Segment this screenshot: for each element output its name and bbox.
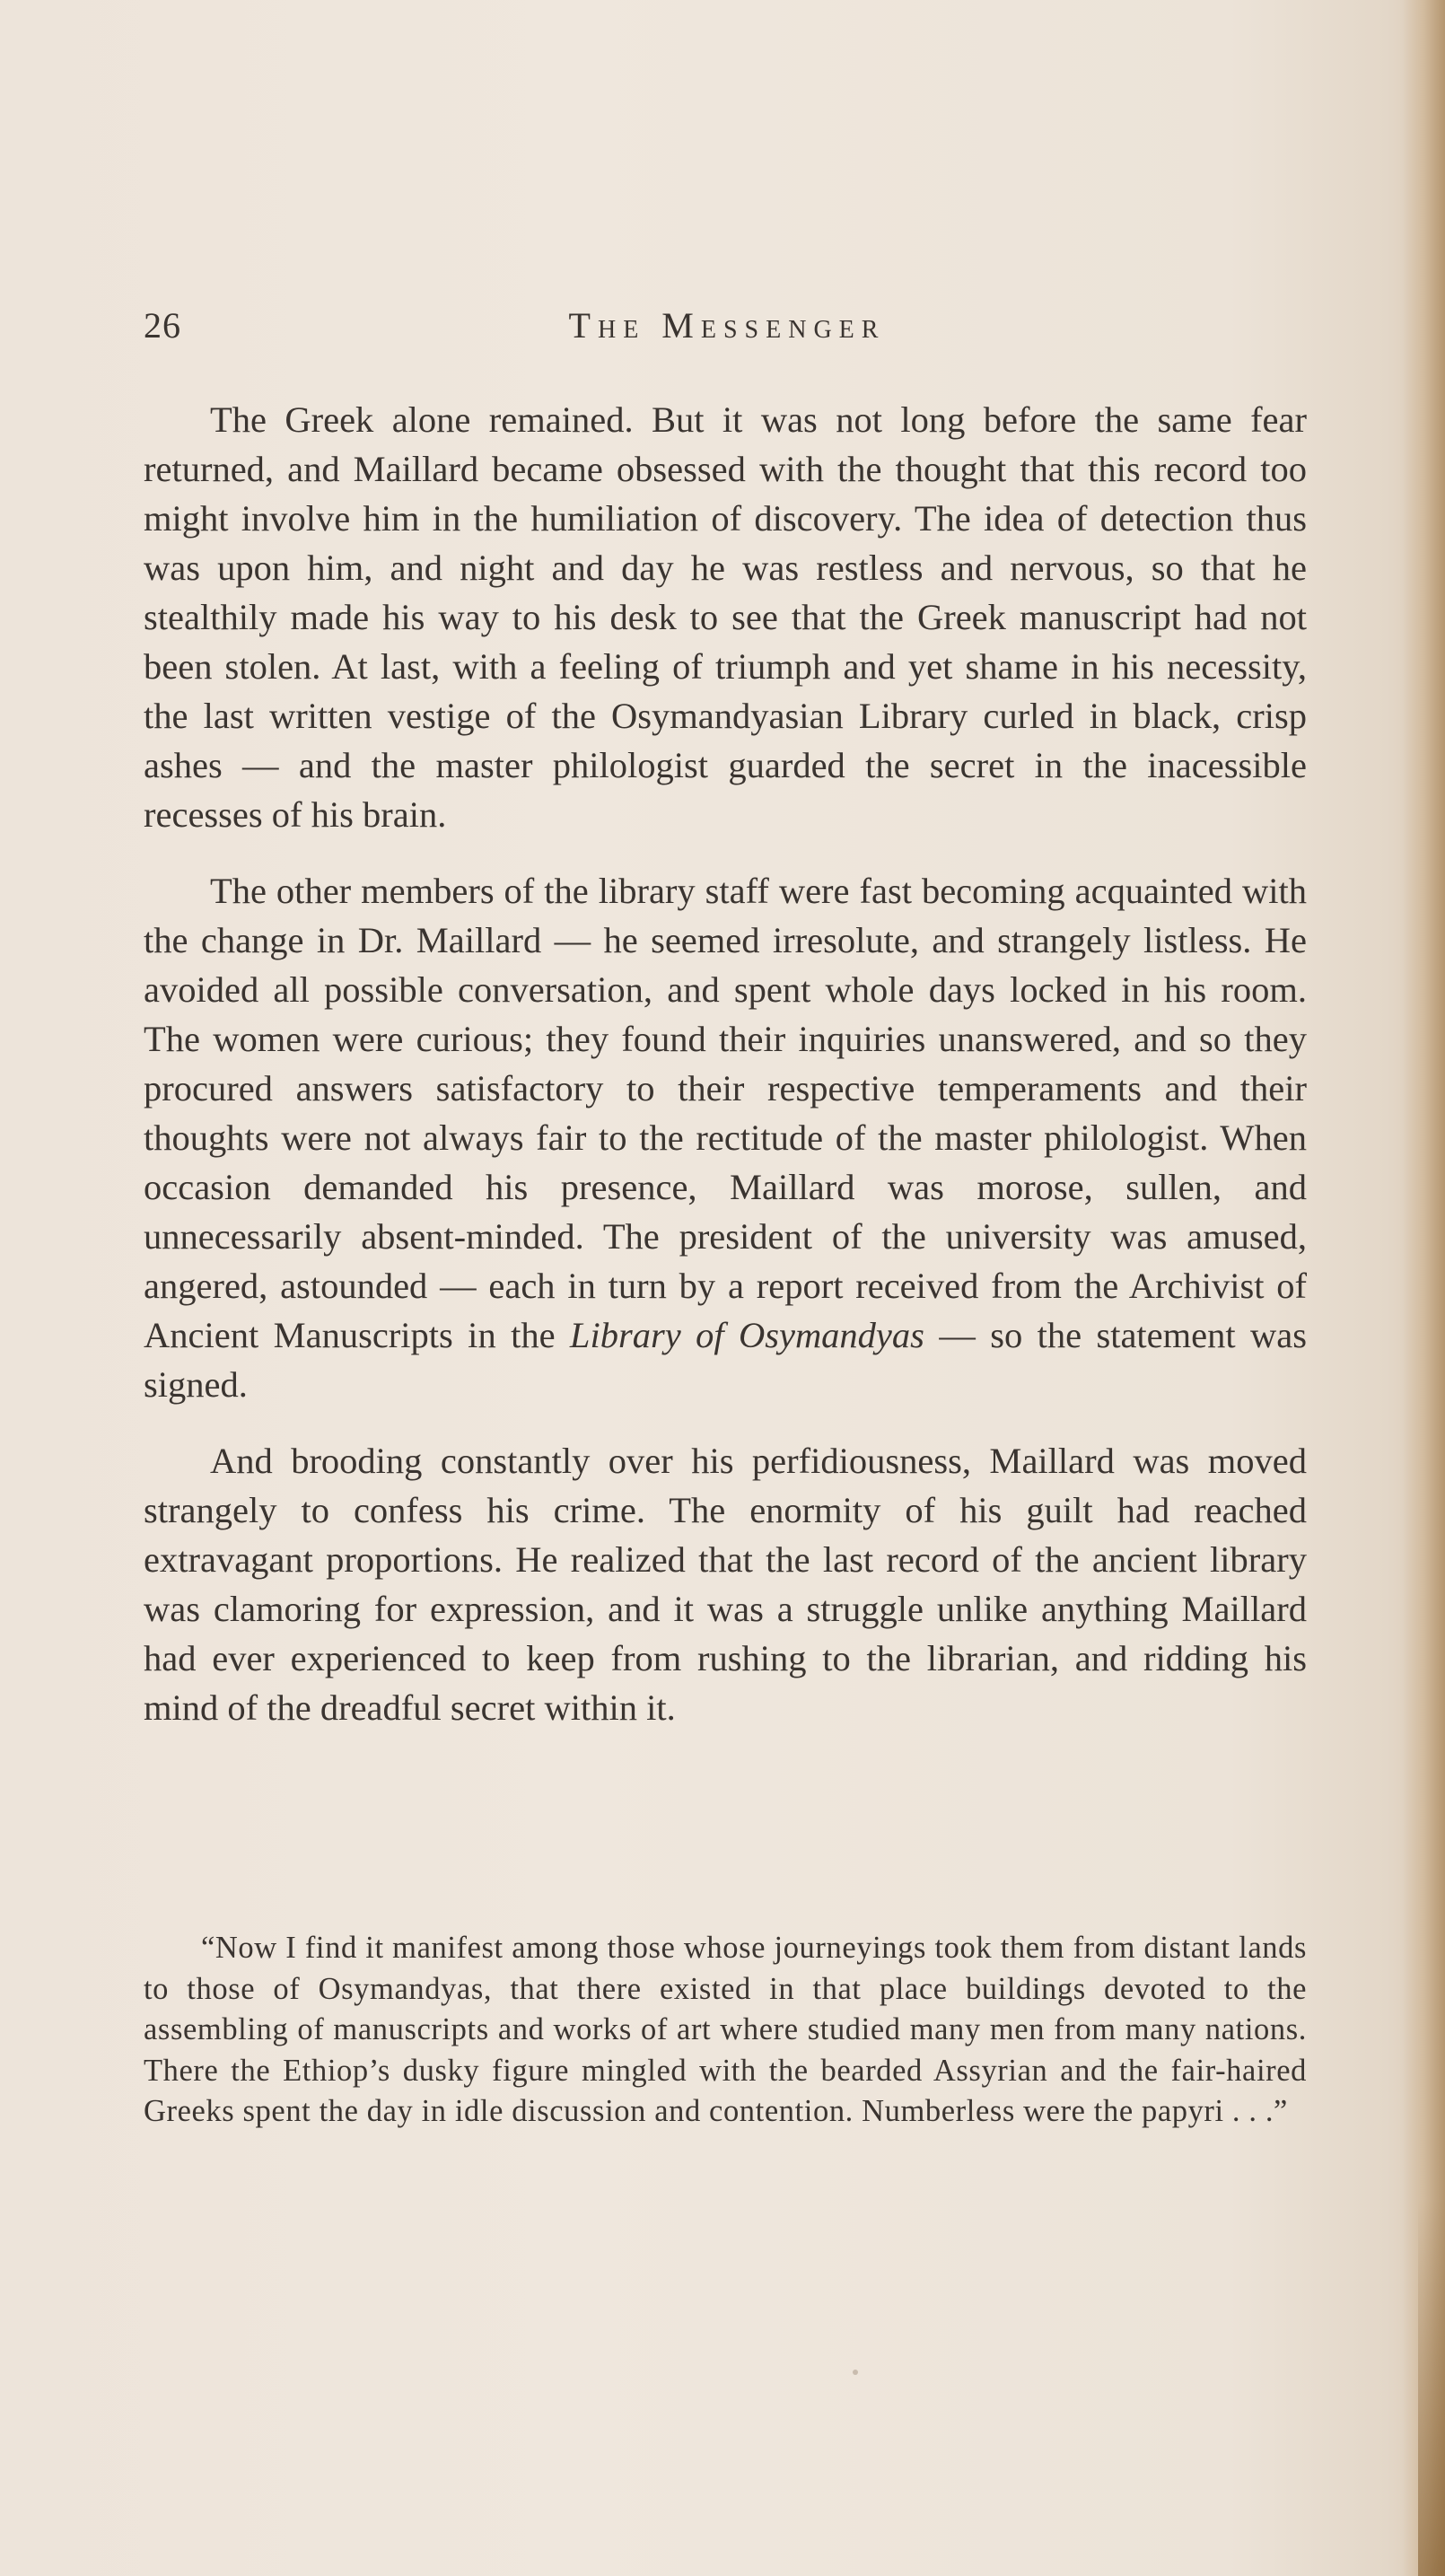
- page-number: 26: [144, 305, 181, 346]
- body-text: [144, 395, 1307, 1759]
- page-edge-shadow: [1402, 0, 1445, 2576]
- paragraph-2-italic-title: Library of Osymandyas: [569, 1315, 924, 1355]
- paragraph-3: And brooding constantly over his perfidiousness, Maillard was moved strangely to confess his crime. The enormity of his guilt had reached extravagant proportions. He realized that the last record of the ancient library was clamoring for expression, and it was a struggle unlike anything Maillard had ever experienced to keep from rushing to the librarian, and ridding his mind of the dreadful secret within it.: [144, 1441, 1307, 1728]
- paragraph-2-text-before: The other members of the library staff were fast becoming acquainted with the change in Dr. Maillard — he seemed irresolute, and strangely listless. He avoided all possible conversation, and spent whole days locked in his room. The women were curious; they found their inquiries unanswered, and so they procured answers satisfactory to their respective temperaments and their thoughts were not always fair to the rectitude of the master philologist. When occasion demanded his presence, Maillard was morose, sullen, and unnecessarily absent-minded. The president of the university was amused, angered, astounded — each in turn by a report received from the Archivist of Ancient Manuscripts in the: [144, 871, 1307, 1355]
- paragraph-2: [144, 866, 1307, 1409]
- paragraph-2-text-after: — so the statement was signed.: [144, 1315, 1307, 1405]
- running-title: The Messenger: [568, 305, 886, 346]
- running-head: [144, 303, 1310, 357]
- block-quote: “Now I find it manifest among those whose journeyings took them from distant lands to those of Osymandyas, that there existed in that place buildings devoted to the assembling of manuscripts and works of art where studied many men from many nations. There the Ethiop’s dusky figure mingled with the bearded Assyrian and the fair-haired Greeks spent the day in idle discussion and contention. Numberless were the papyri . . .”: [144, 1931, 1307, 2128]
- paragraph-1: The Greek alone remained. But it was not long before the same fear returned, and Maillard became obsessed with the thought that this record too might involve him in the humiliation of discovery. The idea of detection thus was upon him, and night and day he was restless and nervous, so that he stealthily made his way to his desk to see that the Greek manuscript had not been stolen. At last, with a feeling of triumph and yet shame in his necessity, the last written vestige of the Osymandyasian Library curled in black, crisp ashes — and the master philologist guarded the secret in the inacessible recesses of his brain.: [144, 399, 1307, 835]
- page-edge-stain: [1418, 2199, 1445, 2576]
- paper-speck: [853, 2370, 858, 2375]
